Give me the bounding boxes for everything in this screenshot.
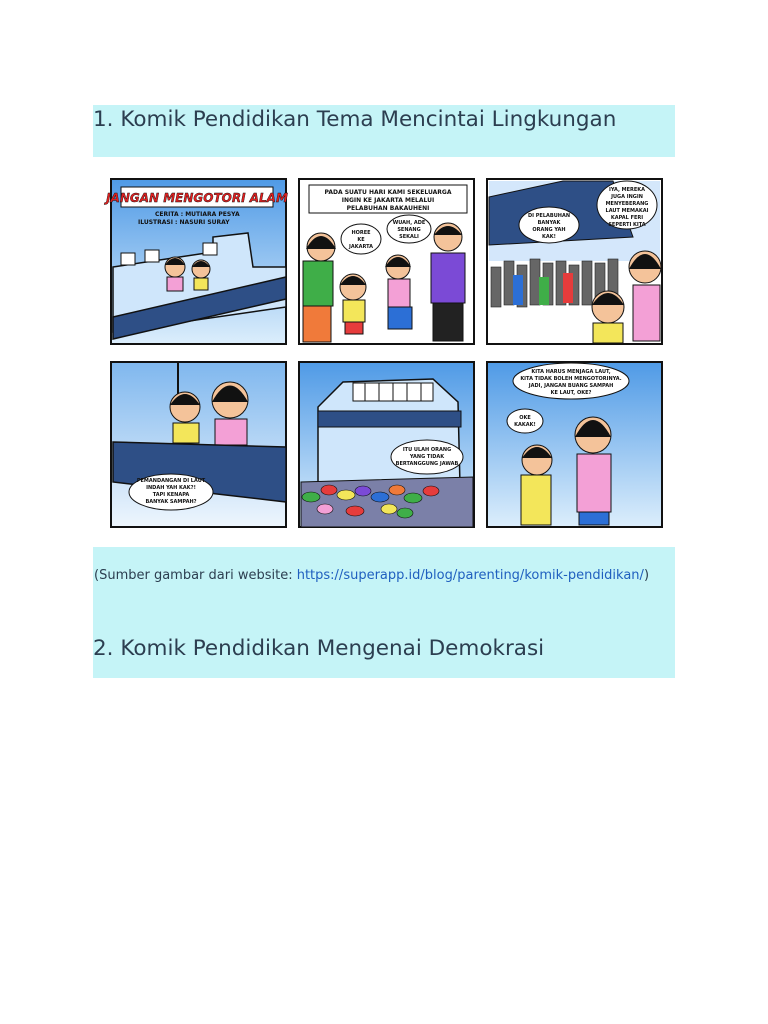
bubble-kita-2: KITA TIDAK BOLEH MENGOTORINYA. <box>520 376 622 382</box>
section-1-band <box>93 105 675 157</box>
comic-panel-2 <box>299 179 474 344</box>
comic-panel-1 <box>104 179 288 344</box>
bubble-oke-2: KAKAK! <box>514 422 536 428</box>
section-2-band <box>93 628 675 678</box>
bubble-pemandangan-2: INDAH YAH KAK?! <box>146 485 196 491</box>
bubble-horee-1: HOREE <box>351 230 371 236</box>
bubble-iya-6: SEPERTI KITA <box>608 222 646 228</box>
bubble-horee-2: KE <box>357 237 365 243</box>
section-1-heading: 1. Komik Pendidikan Tema Mencintai Lingkungan <box>93 107 617 132</box>
bubble-itu-1: ITU ULAH ORANG <box>402 447 452 453</box>
bubble-itu-2: YANG TIDAK <box>409 454 445 460</box>
narration-line-1: PADA SUATU HARI KAMI SEKELUARGA <box>324 189 452 196</box>
comic-credit-story: CERITA : MUTIARA PESYA <box>155 211 240 218</box>
caption-prefix: (Sumber gambar dari website: <box>94 568 297 583</box>
bubble-pelabuhan-3: ORANG YAH <box>532 227 566 233</box>
bubble-horee-3: JAKARTA <box>349 244 373 250</box>
bubble-pelabuhan-1: DI PELABUHAN <box>528 213 570 219</box>
bubble-wuah-1: WUAH, ADE <box>392 220 426 226</box>
bubble-iya-1: IYA, MEREKA <box>608 187 646 193</box>
comic-title: JANGAN MENGOTORI ALAM <box>106 191 288 205</box>
caption-band <box>93 547 675 628</box>
comic-panel-5 <box>299 362 474 527</box>
bubble-iya-4: LAUT MEMAKAI <box>605 208 649 214</box>
bubble-iya-3: MENYEBERANG <box>605 201 649 207</box>
narration-line-2: INGIN KE JAKARTA MELALUI <box>341 197 435 204</box>
bubble-kita-3: JADI, JANGAN BUANG SAMPAH <box>528 383 614 389</box>
bubble-pemandangan-4: BANYAK SAMPAH? <box>145 499 197 505</box>
comic-panel-3 <box>487 179 662 344</box>
caption-suffix: ) <box>643 568 650 583</box>
bubble-pemandangan-1: PEMANDANGAN DI LAUT <box>136 478 206 484</box>
bubble-wuah-3: SEKALI <box>399 234 419 240</box>
bubble-iya-5: KAPAL FERI <box>610 215 644 221</box>
bubble-pelabuhan-4: KAK! <box>542 234 556 240</box>
bubble-kita-4: KE LAUT, OKE? <box>550 390 592 396</box>
bubble-pelabuhan-2: BANYAK <box>537 220 561 226</box>
comic-credit-illustration: ILUSTRASI : NASURI SURAY <box>138 219 230 226</box>
bubble-oke-1: OKE <box>519 415 531 421</box>
image-source-caption <box>94 568 674 583</box>
bubble-kita-1: KITA HARUS MENJAGA LAUT, <box>531 369 611 375</box>
bubble-iya-2: JUGA INGIN <box>611 194 643 200</box>
comic-image <box>93 157 675 547</box>
source-link[interactable]: https://superapp.id/blog/parenting/komik-pendidikan/ <box>296 568 644 583</box>
comic-panel-4 <box>111 362 286 527</box>
bubble-itu-3: BERTANGGUNG JAWAB <box>395 461 459 467</box>
bubble-wuah-2: SENANG <box>397 227 421 233</box>
bubble-pemandangan-3: TAPI KENAPA <box>152 492 190 498</box>
comic-panel-6 <box>487 362 662 527</box>
narration-line-3: PELABUHAN BAKAUHENI <box>346 205 430 212</box>
section-2-heading: 2. Komik Pendidikan Mengenai Demokrasi <box>93 636 545 661</box>
